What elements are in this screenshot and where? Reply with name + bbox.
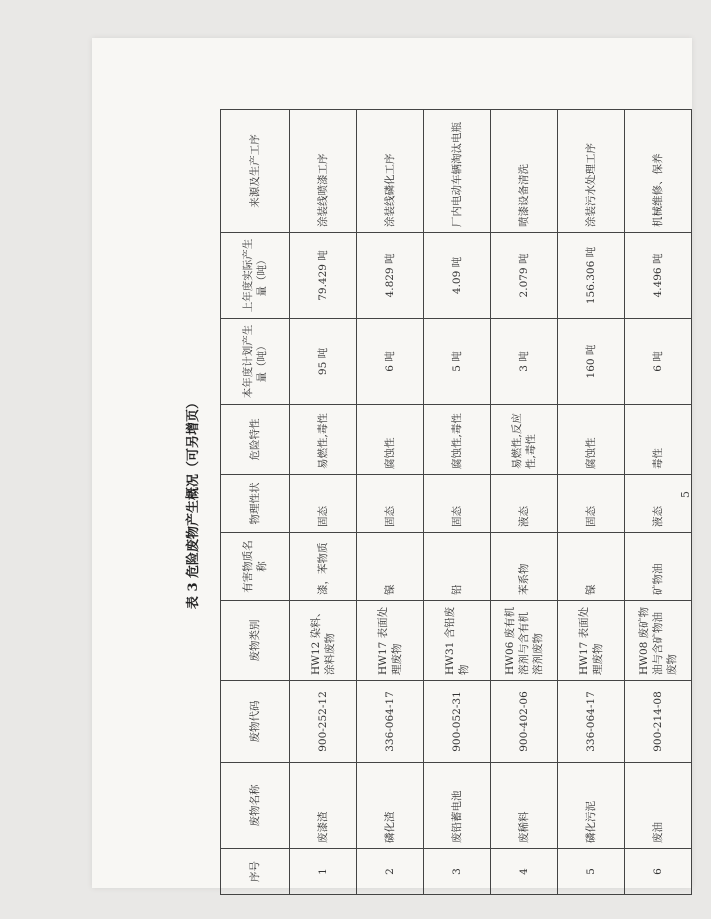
- header-row: [221, 110, 290, 895]
- table-title: 表 3 危险废物产生概况（可另增页）: [186, 395, 201, 610]
- cell-planned-amount: 5 吨: [424, 319, 491, 405]
- cell-waste-category: HW08 废矿物油与含矿物油废物: [625, 601, 692, 681]
- cell-actual-amount: 4.496 吨: [625, 233, 692, 319]
- header-cell: 废物类别: [221, 601, 290, 681]
- table-row: [491, 110, 558, 895]
- cell-waste-name: 磷化污泥: [558, 763, 625, 849]
- cell-index: 1: [290, 849, 357, 895]
- table-row: [357, 110, 424, 895]
- cell-waste-name: 废铅蓄电池: [424, 763, 491, 849]
- cell-source-process: 涂装污水处理工序: [558, 110, 625, 233]
- cell-waste-code: 900-402-06: [491, 681, 558, 763]
- cell-actual-amount: 4.829 吨: [357, 233, 424, 319]
- table-row: [424, 110, 491, 895]
- cell-source-process: 喷漆设备清洗: [491, 110, 558, 233]
- cell-hazardous-substance: 漆，苯物质: [290, 533, 357, 601]
- cell-hazard-property: 腐蚀性,毒性: [424, 405, 491, 475]
- cell-waste-name: 废稀料: [491, 763, 558, 849]
- cell-index: 3: [424, 849, 491, 895]
- cell-waste-code: 900-252-12: [290, 681, 357, 763]
- cell-planned-amount: 95 吨: [290, 319, 357, 405]
- cell-hazardous-substance: 镍: [558, 533, 625, 601]
- cell-physical-state: 固态: [357, 475, 424, 533]
- cell-planned-amount: 160 吨: [558, 319, 625, 405]
- hazardous-waste-table: [220, 109, 692, 895]
- header-cell: 物理性状: [221, 475, 290, 533]
- cell-waste-name: 废漆渣: [290, 763, 357, 849]
- cell-hazardous-substance: 镍: [357, 533, 424, 601]
- cell-waste-category: HW31 含铅废物: [424, 601, 491, 681]
- header-cell: 废物名称: [221, 763, 290, 849]
- cell-waste-name: 废油: [625, 763, 692, 849]
- cell-hazard-property: 易燃性,反应性,毒性: [491, 405, 558, 475]
- cell-waste-code: 336-064-17: [558, 681, 625, 763]
- header-cell: 来源及生产工序: [221, 110, 290, 233]
- document-page: [92, 38, 692, 888]
- cell-source-process: 涂装线磷化工序: [357, 110, 424, 233]
- header-cell: 有害物质名称: [221, 533, 290, 601]
- table-row: [290, 110, 357, 895]
- cell-hazardous-substance: 铅: [424, 533, 491, 601]
- cell-waste-name: 磷化渣: [357, 763, 424, 849]
- cell-physical-state: 固态: [424, 475, 491, 533]
- cell-physical-state: 液态: [625, 475, 692, 533]
- cell-physical-state: 固态: [558, 475, 625, 533]
- cell-index: 6: [625, 849, 692, 895]
- table-row: [558, 110, 625, 895]
- cell-physical-state: 液态: [491, 475, 558, 533]
- header-cell: 上年度实际产生量（吨）: [221, 233, 290, 319]
- cell-actual-amount: 4.09 吨: [424, 233, 491, 319]
- cell-index: 5: [558, 849, 625, 895]
- cell-waste-category: HW06 废有机溶剂与含有机溶剂废物: [491, 601, 558, 681]
- cell-hazard-property: 易燃性,毒性: [290, 405, 357, 475]
- cell-source-process: 机械维修、保养: [625, 110, 692, 233]
- cell-actual-amount: 156.306 吨: [558, 233, 625, 319]
- cell-index: 4: [491, 849, 558, 895]
- cell-hazardous-substance: 苯系物: [491, 533, 558, 601]
- rotated-content: [174, 110, 711, 895]
- cell-index: 2: [357, 849, 424, 895]
- cell-physical-state: 固态: [290, 475, 357, 533]
- cell-actual-amount: 79.429 吨: [290, 233, 357, 319]
- cell-waste-category: HW12 染料、涂料废物: [290, 601, 357, 681]
- header-cell: 废物代码: [221, 681, 290, 763]
- page-number: 5: [679, 491, 692, 498]
- cell-hazardous-substance: 矿物油: [625, 533, 692, 601]
- cell-waste-category: HW17 表面处理废物: [558, 601, 625, 681]
- cell-waste-code: 336-064-17: [357, 681, 424, 763]
- header-cell: 序号: [221, 849, 290, 895]
- cell-hazard-property: 腐蚀性: [357, 405, 424, 475]
- cell-waste-category: HW17 表面处理废物: [357, 601, 424, 681]
- cell-planned-amount: 6 吨: [625, 319, 692, 405]
- cell-waste-code: 900-214-08: [625, 681, 692, 763]
- cell-source-process: 厂内电动车辆淘汰电瓶: [424, 110, 491, 233]
- header-cell: 本年度计划产生量（吨）: [221, 319, 290, 405]
- cell-hazard-property: 毒性: [625, 405, 692, 475]
- cell-source-process: 涂装线喷漆工序: [290, 110, 357, 233]
- cell-waste-code: 900-052-31: [424, 681, 491, 763]
- header-cell: 危险特性: [221, 405, 290, 475]
- cell-planned-amount: 6 吨: [357, 319, 424, 405]
- cell-hazard-property: 腐蚀性: [558, 405, 625, 475]
- cell-planned-amount: 3 吨: [491, 319, 558, 405]
- table-row: [625, 110, 692, 895]
- cell-actual-amount: 2.079 吨: [491, 233, 558, 319]
